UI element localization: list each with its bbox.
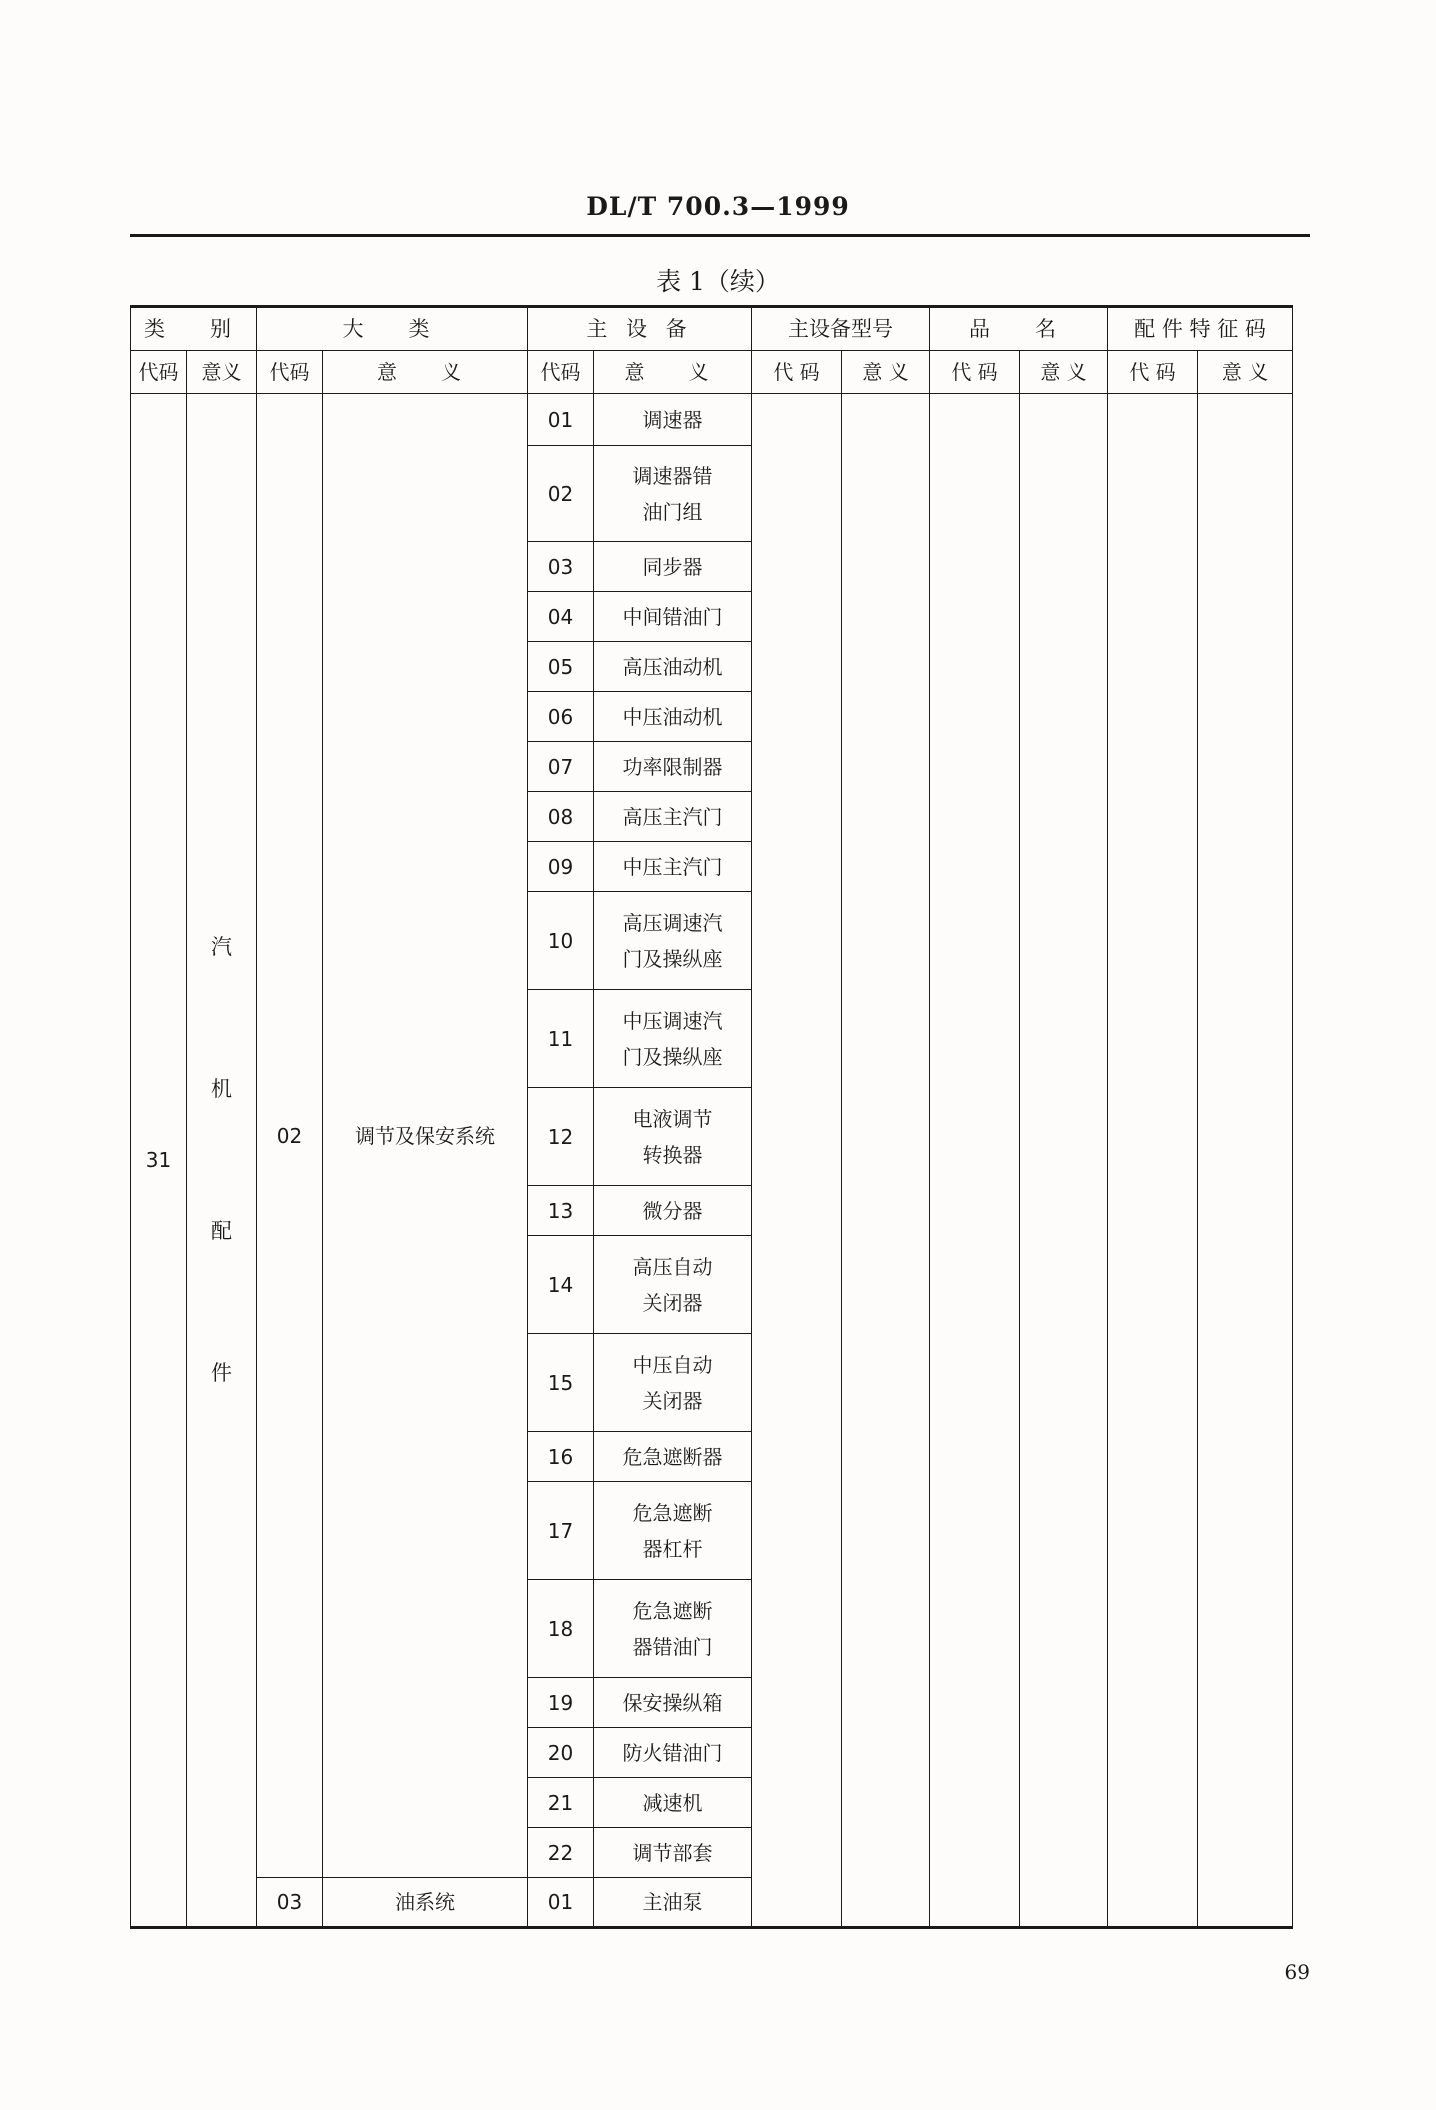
equipment-name-line1: 危急遮断 <box>632 1500 713 1525</box>
equipment-name-line1: 中压主汽门 <box>622 854 723 879</box>
equipment-name-line1: 同步器 <box>642 554 703 579</box>
equipment-name-line1: 中压调速汽 <box>622 1008 723 1033</box>
equipment-name-line1: 危急遮断器 <box>622 1444 723 1469</box>
equipment-name-line1: 保安操纵箱 <box>622 1690 723 1715</box>
col-group-product-name: 品 名 <box>930 307 1108 351</box>
equipment-name-line2: 门及操纵座 <box>622 946 723 971</box>
col-group-major-class: 大 类 <box>257 307 528 351</box>
sub-header-meaning: 意 义 <box>594 351 752 394</box>
equipment-code-cell: 10 <box>528 892 594 990</box>
equipment-code-cell: 13 <box>528 1186 594 1236</box>
header-row-groups <box>131 307 1293 351</box>
equipment-name-line2: 关闭器 <box>642 1290 703 1315</box>
equipment-name-line2: 器错油门 <box>632 1634 713 1659</box>
major-class-meaning-cell: 调节及保安系统 <box>323 394 528 1878</box>
col-group-part-feature-code: 配 件 特 征 码 <box>1108 307 1293 351</box>
col-group-equipment-model: 主设备型号 <box>752 307 930 351</box>
equipment-name-cell <box>594 1088 752 1186</box>
sub-header-code: 代 码 <box>752 351 842 394</box>
equipment-code-cell: 17 <box>528 1482 594 1580</box>
sub-header-code: 代码 <box>131 351 187 394</box>
empty-cell <box>1020 394 1108 1928</box>
equipment-code-cell: 19 <box>528 1678 594 1728</box>
major-class-code-cell: 03 <box>257 1878 323 1928</box>
equipment-code-cell: 01 <box>528 394 594 446</box>
equipment-name-line1: 微分器 <box>642 1198 703 1223</box>
equipment-name-line2: 关闭器 <box>642 1388 703 1413</box>
sub-header-code: 代码 <box>257 351 323 394</box>
equipment-code-cell: 22 <box>528 1828 594 1878</box>
sub-header-meaning: 意 义 <box>323 351 528 394</box>
empty-cell <box>752 394 842 1928</box>
equipment-name-cell <box>594 842 752 892</box>
equipment-name-line1: 主油泵 <box>642 1890 703 1914</box>
category-meaning-cell <box>187 394 257 1928</box>
equipment-name-cell <box>594 990 752 1088</box>
equipment-name-line1: 电液调节 <box>632 1106 713 1131</box>
equipment-name-cell <box>594 542 752 592</box>
equipment-name-line1: 调节部套 <box>632 1840 713 1865</box>
sub-header-meaning: 意 义 <box>842 351 930 394</box>
equipment-name-cell <box>594 1678 752 1728</box>
col-group-category: 类 别 <box>131 307 257 351</box>
category-code-cell: 31 <box>131 394 187 1928</box>
equipment-name-line1: 中间错油门 <box>622 604 723 629</box>
major-class-code-cell: 02 <box>257 394 323 1878</box>
equipment-name-line1: 高压油动机 <box>622 654 723 679</box>
equipment-code-cell: 18 <box>528 1580 594 1678</box>
equipment-name-cell <box>594 394 752 446</box>
equipment-code-cell: 07 <box>528 742 594 792</box>
equipment-name-line1: 高压调速汽 <box>622 910 723 935</box>
equipment-code-cell: 09 <box>528 842 594 892</box>
equipment-name-line1: 高压自动 <box>632 1254 713 1279</box>
sub-header-code: 代 码 <box>930 351 1020 394</box>
equipment-name-cell <box>594 446 752 542</box>
equipment-name-cell <box>594 692 752 742</box>
header-rule <box>130 234 1310 237</box>
equipment-name-line2: 转换器 <box>642 1142 703 1167</box>
equipment-name-cell <box>594 892 752 990</box>
category-meaning-char: 机 <box>211 1077 232 1101</box>
equipment-name-line1: 功率限制器 <box>622 754 723 779</box>
equipment-code-cell: 04 <box>528 592 594 642</box>
equipment-name-line1: 调速器 <box>642 407 703 432</box>
empty-cell <box>842 394 930 1928</box>
equipment-code-cell: 11 <box>528 990 594 1088</box>
sub-header-meaning: 意 义 <box>1020 351 1108 394</box>
empty-cell <box>1198 394 1293 1928</box>
table-caption: 表 1（续） <box>656 267 780 296</box>
equipment-name-line1: 调速器错 <box>632 463 713 488</box>
equipment-name-line1: 中压油动机 <box>622 704 723 729</box>
equipment-name-cell <box>594 1432 752 1482</box>
equipment-name-cell <box>594 1580 752 1678</box>
equipment-name-cell <box>594 1878 752 1928</box>
equipment-name-cell <box>594 792 752 842</box>
equipment-name-cell <box>594 1728 752 1778</box>
equipment-name-line2: 油门组 <box>642 499 703 524</box>
equipment-code-table <box>130 305 1293 1929</box>
equipment-code-cell: 20 <box>528 1728 594 1778</box>
sub-header-meaning: 意 义 <box>1198 351 1293 394</box>
equipment-name-line1: 防火错油门 <box>622 1740 723 1765</box>
equipment-name-cell <box>594 1482 752 1580</box>
col-group-main-equipment: 主 设 备 <box>528 307 752 351</box>
equipment-name-line2: 器杠杆 <box>642 1536 703 1561</box>
equipment-name-line1: 高压主汽门 <box>622 804 723 829</box>
sub-header-code: 代 码 <box>1108 351 1198 394</box>
equipment-code-cell: 21 <box>528 1778 594 1828</box>
empty-cell <box>930 394 1020 1928</box>
equipment-name-line1: 减速机 <box>642 1790 703 1815</box>
standard-code: DL/T 700.3—1999 <box>586 192 850 221</box>
equipment-code-cell: 08 <box>528 792 594 842</box>
empty-cell <box>1108 394 1198 1928</box>
category-meaning-char: 配 <box>211 1219 232 1243</box>
equipment-name-line1: 危急遮断 <box>632 1598 713 1623</box>
major-class-meaning-cell: 油系统 <box>323 1878 528 1928</box>
equipment-name-line1: 中压自动 <box>632 1352 713 1377</box>
table-row <box>131 394 1293 446</box>
equipment-code-cell: 12 <box>528 1088 594 1186</box>
equipment-code-cell: 06 <box>528 692 594 742</box>
page-number: 69 <box>1284 1960 1310 1984</box>
category-meaning-char: 件 <box>211 1361 232 1385</box>
equipment-name-cell <box>594 1186 752 1236</box>
equipment-code-cell: 14 <box>528 1236 594 1334</box>
equipment-name-cell <box>594 1828 752 1878</box>
equipment-name-cell <box>594 642 752 692</box>
category-meaning-char: 汽 <box>211 935 232 959</box>
equipment-name-cell <box>594 1778 752 1828</box>
equipment-code-cell: 03 <box>528 542 594 592</box>
sub-header-code: 代码 <box>528 351 594 394</box>
equipment-code-cell: 02 <box>528 446 594 542</box>
sub-header-meaning: 意义 <box>187 351 257 394</box>
equipment-name-line2: 门及操纵座 <box>622 1044 723 1069</box>
equipment-name-cell <box>594 1334 752 1432</box>
equipment-code-cell: 05 <box>528 642 594 692</box>
equipment-code-cell: 16 <box>528 1432 594 1482</box>
equipment-code-cell: 01 <box>528 1878 594 1928</box>
equipment-name-cell <box>594 742 752 792</box>
header-row-sub <box>131 351 1293 394</box>
equipment-name-cell <box>594 1236 752 1334</box>
equipment-code-cell: 15 <box>528 1334 594 1432</box>
equipment-name-cell <box>594 592 752 642</box>
